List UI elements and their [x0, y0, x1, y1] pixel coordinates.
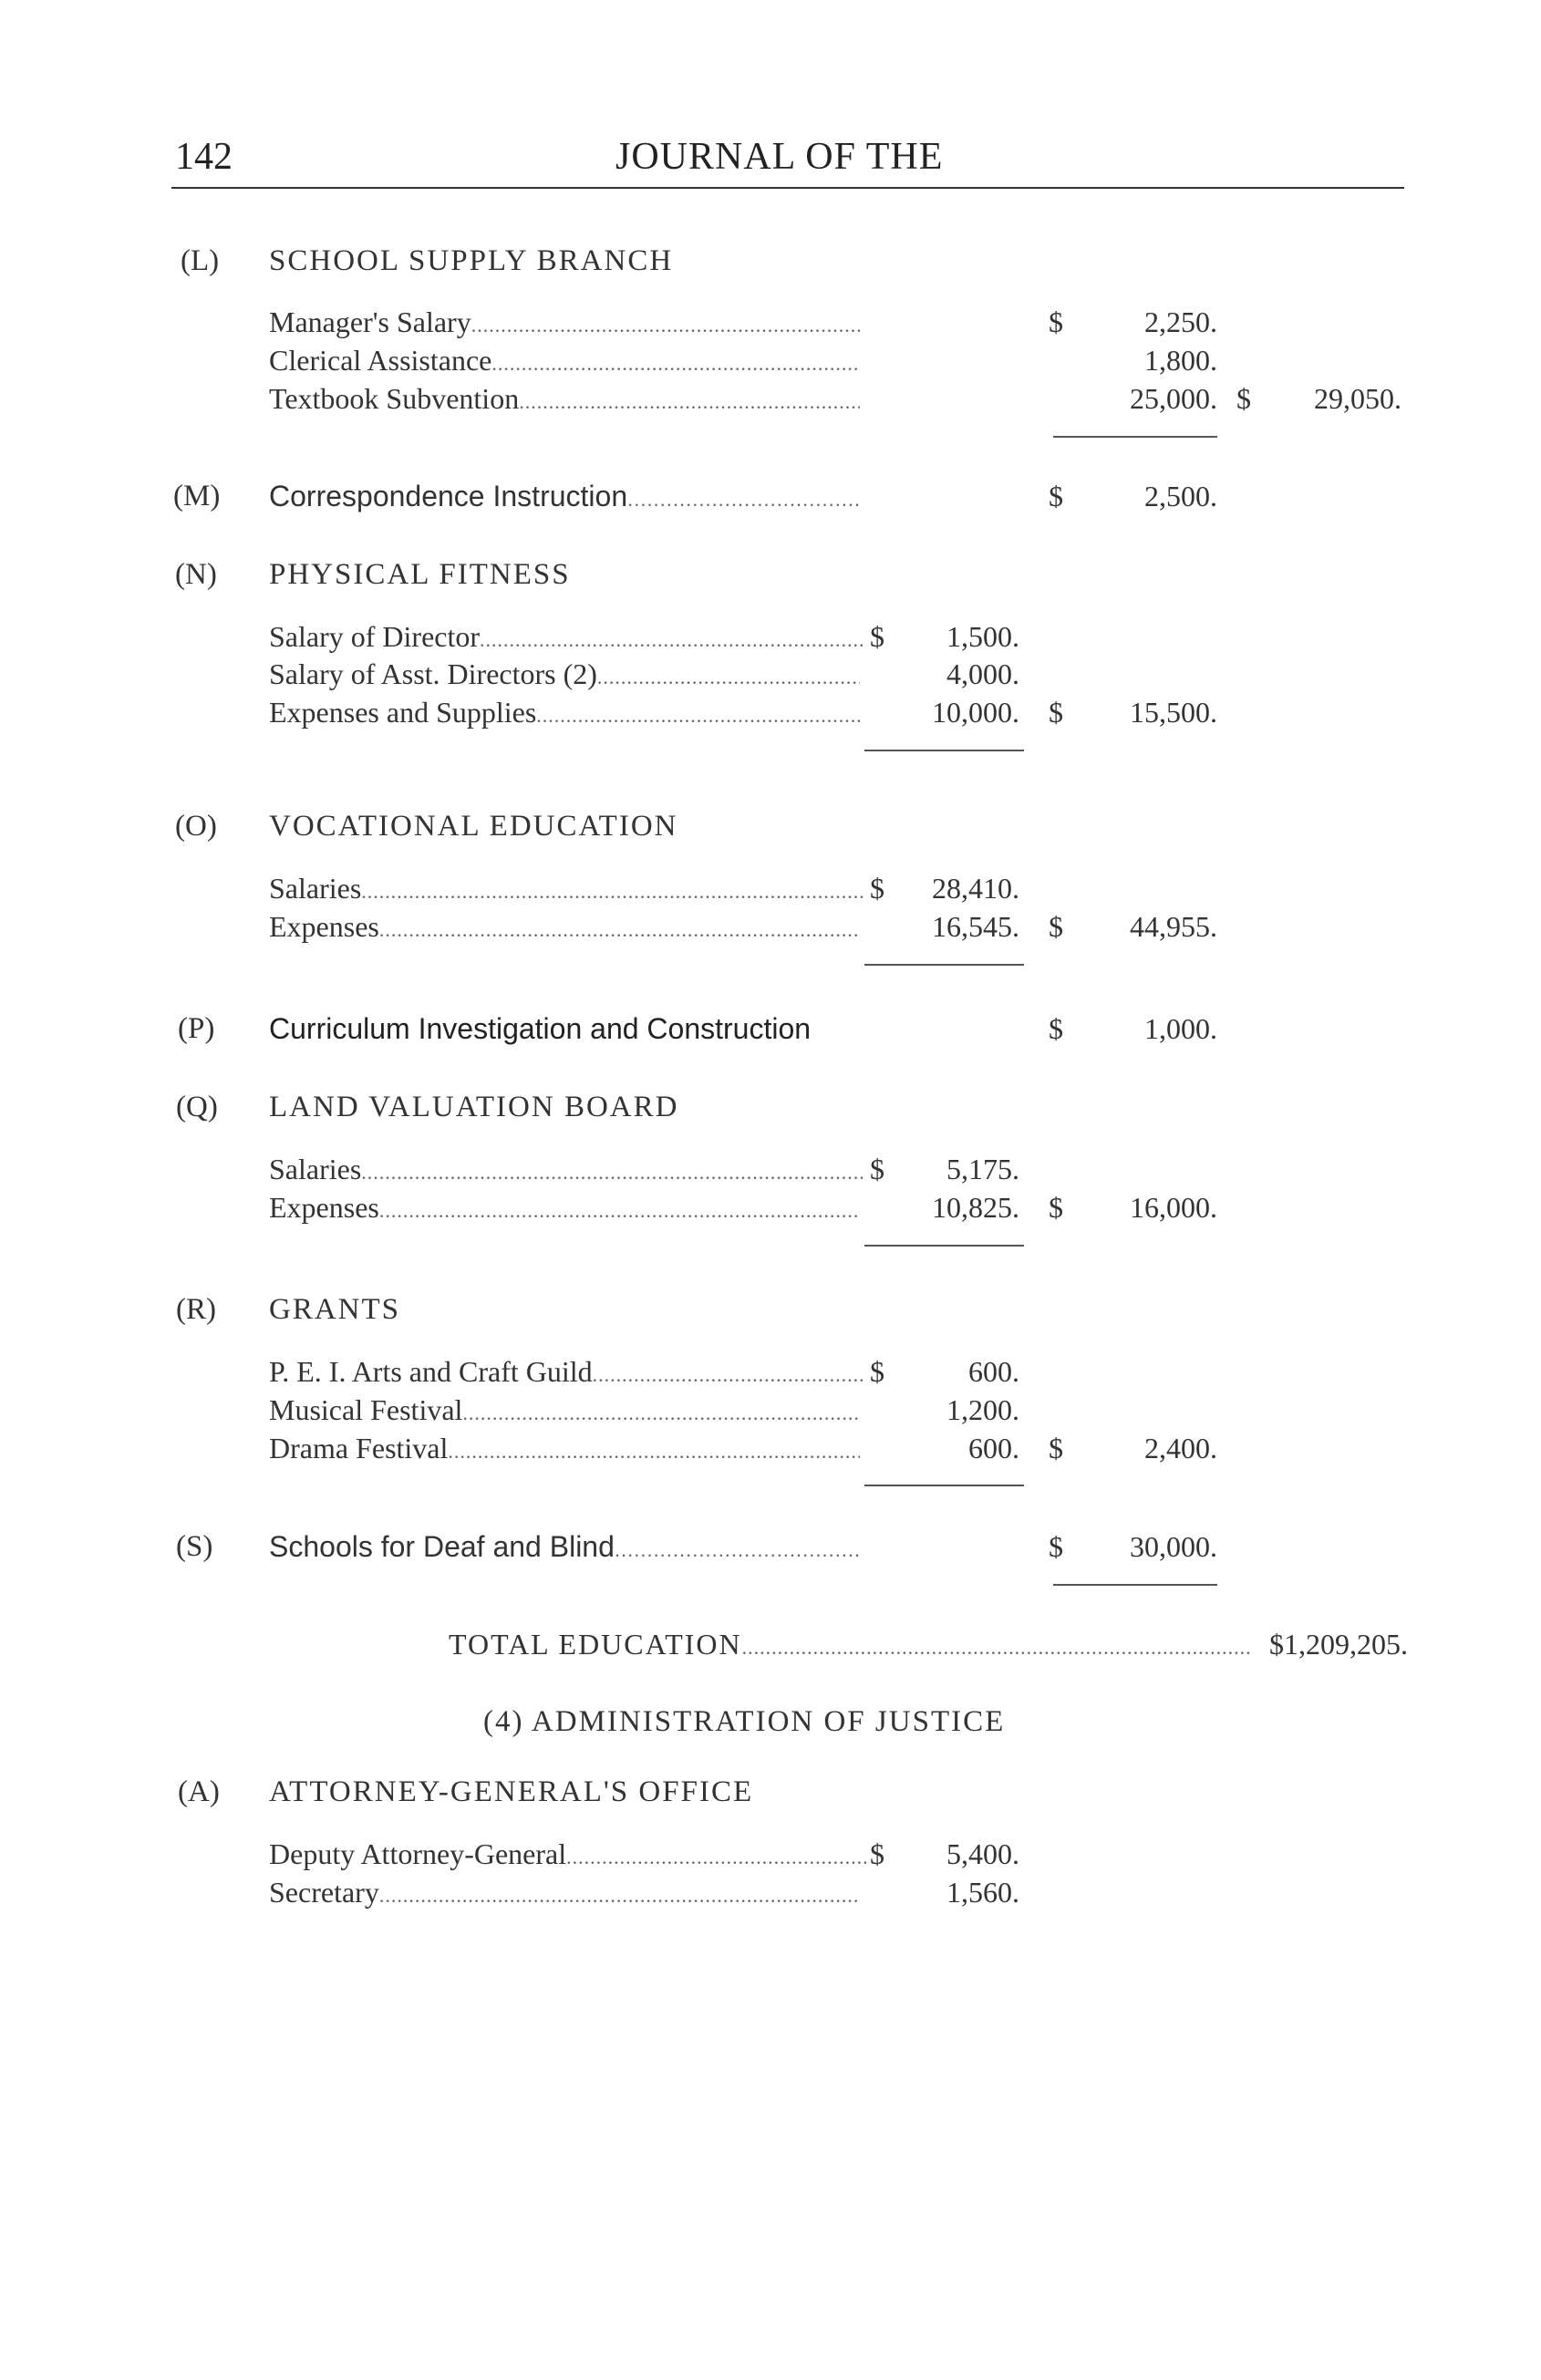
dollar-sign: $	[1236, 382, 1251, 415]
section-heading-physical-fitness: PHYSICAL FITNESS	[269, 558, 571, 591]
dollar-sign: $	[1049, 910, 1063, 943]
line-item: Salaries ..... $	[269, 1153, 884, 1186]
section-letter-q: (Q)	[176, 1091, 218, 1123]
amount: 10,000.	[932, 696, 1019, 729]
subtotal-rule	[864, 750, 1024, 751]
section-letter-a: (A)	[178, 1775, 220, 1808]
amount: 16,545.	[932, 910, 1019, 943]
section-total: 15,500.	[1130, 696, 1217, 729]
amount: 1,560.	[946, 1876, 1019, 1909]
total-education-amount: $1,209,205.	[1269, 1628, 1408, 1661]
subtotal-rule	[864, 964, 1024, 966]
line-item: Textbook Subvention .....	[269, 382, 860, 416]
dollar-sign: $	[1049, 1012, 1063, 1045]
header-rule	[171, 187, 1404, 189]
section-total: 44,955.	[1130, 910, 1217, 943]
amount: 1,800.	[1144, 344, 1217, 377]
dollar-sign: $	[1049, 1191, 1063, 1224]
section-letter-o: (O)	[175, 810, 217, 843]
amount: 2,250.	[1144, 305, 1217, 338]
section-letter-r: (R)	[176, 1293, 216, 1326]
justice-title: (4) ADMINISTRATION OF JUSTICE	[483, 1705, 1006, 1738]
section-heading-land-valuation-board: LAND VALUATION BOARD	[269, 1091, 679, 1123]
amount: 600.	[968, 1355, 1019, 1388]
subtotal-rule	[1053, 436, 1217, 438]
amount: 1,200.	[946, 1393, 1019, 1426]
section-heading-curriculum-investigation: Curriculum Investigation and Construction	[269, 1012, 812, 1045]
section-letter-n: (N)	[175, 558, 217, 591]
subtotal-rule	[864, 1485, 1024, 1486]
section-total: 30,000.	[1130, 1530, 1217, 1563]
section-heading-schools-deaf-blind: Schools for Deaf and Blind .....	[269, 1530, 860, 1564]
section-total: 2,400.	[1144, 1432, 1217, 1464]
dollar-sign: $	[1049, 1432, 1063, 1464]
line-item: Expenses and Supplies .....	[269, 696, 860, 730]
section-heading-correspondence-instruction: Correspondence Instruction .....	[269, 480, 860, 513]
total-education-row: TOTAL EDUCATION .....	[449, 1628, 1251, 1661]
section-letter-l: (L)	[181, 244, 220, 277]
page-number: 142	[175, 136, 233, 178]
line-item: Deputy Attorney-General ..... $	[269, 1837, 884, 1871]
section-total: 16,000.	[1130, 1191, 1217, 1224]
line-item: Secretary .....	[269, 1876, 860, 1909]
section-heading-vocational-education: VOCATIONAL EDUCATION	[269, 810, 678, 843]
section-total: 1,000.	[1144, 1012, 1217, 1045]
line-item: Salary of Asst. Directors (2) .....	[269, 657, 860, 691]
amount: 25,000.	[1130, 382, 1217, 415]
section-heading-attorney-general: ATTORNEY-GENERAL'S OFFICE	[269, 1775, 754, 1808]
line-item: Drama Festival .....	[269, 1432, 860, 1465]
section-heading-school-supply-branch: SCHOOL SUPPLY BRANCH	[269, 244, 674, 277]
dollar-sign: $	[1049, 305, 1063, 338]
dollar-sign: $	[1049, 480, 1063, 512]
line-item: P. E. I. Arts and Craft Guild ..... $	[269, 1355, 884, 1389]
section-letter-p: (P)	[178, 1012, 215, 1045]
line-item: Expenses .....	[269, 1191, 860, 1225]
amount: 10,825.	[932, 1191, 1019, 1224]
line-item: Salaries ..... $	[269, 872, 884, 905]
line-item: Clerical Assistance .....	[269, 344, 860, 378]
amount: 5,175.	[946, 1153, 1019, 1185]
section-heading-grants: GRANTS	[269, 1293, 401, 1326]
section-total: 2,500.	[1144, 480, 1217, 512]
dollar-sign: $	[1049, 696, 1063, 729]
subtotal-rule	[864, 1245, 1024, 1247]
section-letter-s: (S)	[176, 1530, 213, 1563]
amount: 1,500.	[946, 620, 1019, 653]
line-item: Salary of Director ..... $	[269, 620, 884, 654]
line-item: Expenses .....	[269, 910, 860, 944]
amount: 600.	[968, 1432, 1019, 1464]
page-title: JOURNAL OF THE	[615, 136, 944, 178]
dollar-sign: $	[1049, 1530, 1063, 1563]
section-total: 29,050.	[1314, 382, 1401, 415]
amount: 4,000.	[946, 657, 1019, 690]
amount: 5,400.	[946, 1837, 1019, 1870]
subtotal-rule	[1053, 1584, 1217, 1586]
line-item: Manager's Salary .....	[269, 305, 860, 339]
line-item: Musical Festival .....	[269, 1393, 860, 1427]
amount: 28,410.	[932, 872, 1019, 905]
section-letter-m: (M)	[173, 480, 221, 512]
